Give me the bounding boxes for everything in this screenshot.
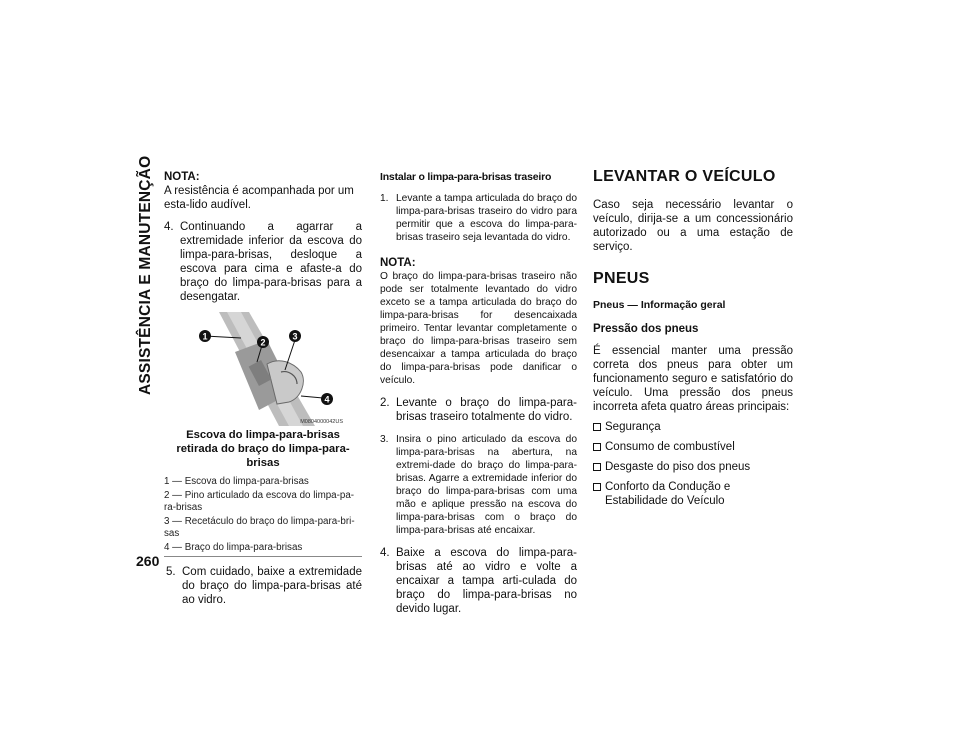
column-1 [164, 170, 362, 607]
heading-tires-general: Pneus — Informação geral [593, 299, 726, 311]
step-5 [166, 565, 362, 607]
step-number: 1. [380, 193, 389, 204]
legend-item-1: 1 — Escova do limpa-para-brisas [164, 476, 309, 487]
callout-4-label: 4 [324, 394, 330, 405]
lift-paragraph: Caso seja necessário levantar o veículo, dirija-se a um concessionário autorizado ou a uma estação de serviço. [593, 199, 793, 253]
bullet-item [593, 420, 793, 434]
note-text: O braço do limpa-para-brisas traseiro não pode ser totalmente levantado do vidro exceto se a tampa articulada do braço do limpa-para-brisas for desencaixada primeiro. Tentar levantar completamente o braço do limpa-para-brisas traseiro sem desencaixar a tampa articulada do braço do limpa-para-brisas pode danificar o veículo. [380, 271, 577, 386]
legend-item-3: 3 — Recetáculo do braço do limpa-para-bri-sas [164, 515, 355, 539]
install-subheading: Instalar o limpa-para-brisas traseiro [380, 171, 552, 183]
checkbox-square-icon [593, 423, 601, 431]
checkbox-square-icon [593, 483, 601, 491]
step-text: Baixe a escova do limpa-para-brisas até ao vidro e volte a encaixar a tampa arti-culada do braço do limpa-para-brisas no devido lugar. [396, 547, 577, 615]
column-3 [593, 170, 793, 508]
step-number: 5. [166, 566, 176, 578]
bullet-text: Desgaste do piso dos pneus [605, 461, 751, 473]
wiper-illustration [197, 312, 345, 426]
step-text: Levante o braço do limpa-para-brisas traseiro totalmente do vidro. [396, 397, 577, 423]
heading-tires: PNEUS [593, 270, 650, 287]
step-4 [164, 220, 362, 304]
bullet-item [593, 480, 793, 508]
wiper-figure [197, 312, 345, 426]
legend-item-4: 4 — Braço do limpa-para-brisas [164, 542, 362, 558]
heading-lift-vehicle: LEVANTAR O VEÍCULO [593, 168, 776, 185]
install-step-1 [380, 192, 577, 244]
step-text: Continuando a agarrar a extremidade inferior da escova do limpa-para-brisas, desloque a escova para cima e afaste-a do braço do limpa-para-brisas para a desengatar. [180, 221, 362, 303]
pressure-paragraph: É essencial manter uma pressão correta dos pneus para obter um funcionamento seguro e satisfatório do veículo. Uma pressão dos pneus incorreta afeta quatro áreas principais: [593, 345, 793, 413]
figure-code: M0804000042US [300, 419, 343, 425]
figure-legend [164, 476, 362, 557]
step-number: 2. [380, 397, 390, 409]
side-section-title: ASSISTÊNCIA E MANUTENÇÃO [137, 155, 154, 395]
step-number: 4. [164, 221, 174, 233]
figure-caption: Escova do limpa-para-brisas retirada do braço do limpa-para-brisas [176, 429, 350, 469]
install-step-2 [380, 396, 577, 424]
heading-tire-pressure: Pressão dos pneus [593, 323, 699, 335]
bullet-text: Segurança [605, 421, 661, 433]
bullet-item [593, 440, 793, 454]
legend-item-2: 2 — Pino articulado da escova do limpa-pa-ra-brisas [164, 489, 355, 513]
bullet-item [593, 460, 793, 474]
install-step-3 [380, 433, 577, 537]
bullet-text: Conforto da Condução e Estabilidade do Veículo [605, 481, 731, 507]
step-number: 4. [380, 547, 390, 559]
column-2 [380, 170, 577, 616]
note-label: NOTA: [164, 171, 200, 183]
install-step-4 [380, 546, 577, 616]
checkbox-square-icon [593, 443, 601, 451]
callout-3-label: 3 [292, 331, 298, 342]
step-number: 3. [380, 434, 389, 445]
step-text: Insira o pino articulado da escova do limpa-para-brisas na abertura, na extremi-dade do braço do limpa-para-brisas. Agarre a extremidade inferior do braço do limpa-para-brisas com uma mão e aplique pressão na escova do limpa-para-brisas com o braço do limpa-para-brisas até encaixar. [396, 434, 577, 536]
note-text: A resistência é acompanhada por um esta-lido audível. [164, 185, 354, 211]
callout-2-label: 2 [260, 337, 266, 348]
callout-1-label: 1 [202, 331, 208, 342]
page-number: 260 [136, 553, 160, 569]
bullet-text: Consumo de combustível [605, 441, 735, 453]
checkbox-square-icon [593, 463, 601, 471]
note-label: NOTA: [380, 257, 416, 269]
step-text: Levante a tampa articulada do braço do limpa-para-brisas traseiro do vidro para permitir que a escova do limpa-para-brisas traseiro seja levantada do vidro. [396, 193, 577, 243]
step-text: Com cuidado, baixe a extremidade do braço do limpa-para-brisas até ao vidro. [182, 566, 362, 606]
